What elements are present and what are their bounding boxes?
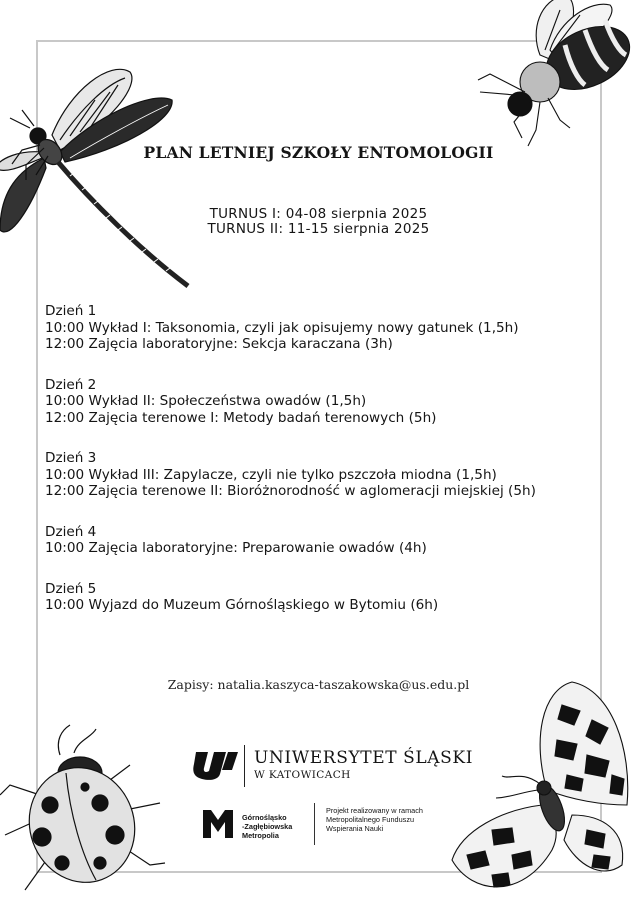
schedule-item: 10:00 Wykład III: Zapylacze, czyli nie tylko pszczoła miodna (1,5h) [45, 466, 497, 483]
logo-divider [244, 745, 245, 787]
day-5 [45, 581, 615, 614]
dragonfly-illustration [0, 40, 200, 290]
day-heading: Dzień 3 [45, 450, 97, 466]
day-2 [45, 377, 615, 427]
university-city: W KATOWICACH [254, 769, 351, 781]
schedule-item: 10:00 Wyjazd do Muzeum Górnośląskiego w Bytomiu (6h) [45, 597, 439, 613]
day-heading: Dzień 4 [45, 523, 97, 540]
page-title: PLAN LETNIEJ SZKOŁY ENTOMOLOGII [143, 143, 494, 162]
bee-illustration [470, 0, 637, 150]
day-heading: Dzień 2 [45, 376, 97, 393]
schedule [45, 303, 615, 638]
day-4 [45, 524, 615, 557]
gzm-divider [314, 803, 315, 845]
ladybug-illustration [0, 725, 175, 900]
contact-email[interactable]: Zapisy: natalia.kaszyca-taszakowska@us.edu.pl [167, 677, 470, 692]
gzm-logo-icon [201, 806, 235, 840]
schedule-item: 12:00 Zajęcia terenowe I: Metody badań terenowych (5h) [45, 409, 437, 426]
project-note: Projekt realizowany w ramach Metropolitalnego Funduszu Wspierania Nauki [326, 806, 423, 834]
university-logo-icon [192, 746, 240, 782]
schedule-item: 12:00 Zajęcia terenowe II: Bioróżnorodność w aglomeracji miejskiej (5h) [45, 483, 536, 499]
day-heading: Dzień 1 [45, 303, 97, 319]
university-name: UNIWERSYTET ŚLĄSKI [254, 748, 474, 768]
turnus-1: TURNUS I: 04-08 sierpnia 2025 [209, 206, 428, 222]
gzm-name: Górnośląsko -Zagłębiowska Metropolia [242, 813, 293, 840]
schedule-item: 12:00 Zajęcia laboratoryjne: Sekcja karaczana (3h) [45, 336, 393, 352]
schedule-item: 10:00 Wykład II: Społeczeństwa owadów (1,5h) [45, 393, 367, 409]
schedule-item: 10:00 Wykład I: Taksonomia, czyli jak opisujemy nowy gatunek (1,5h) [45, 319, 519, 336]
turnus-2: TURNUS II: 11-15 sierpnia 2025 [207, 221, 430, 237]
schedule-item: 10:00 Zajęcia laboratoryjne: Preparowanie owadów (4h) [45, 540, 427, 556]
moth-illustration [452, 680, 637, 900]
day-3 [45, 450, 615, 500]
day-heading: Dzień 5 [45, 580, 97, 597]
day-1 [45, 303, 615, 353]
